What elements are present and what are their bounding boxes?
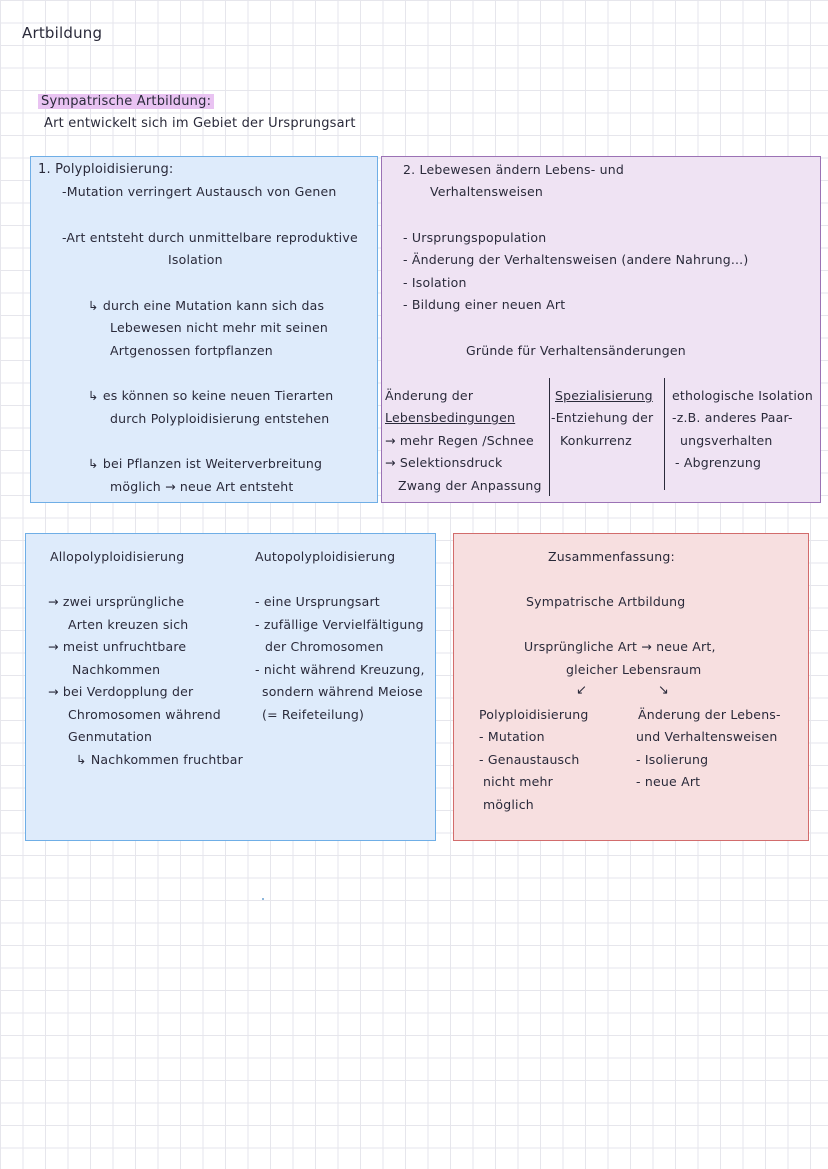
reason-col3: -z.B. anderes Paar- [672, 410, 793, 425]
stray-dot [262, 898, 264, 900]
reasons-title: Gründe für Verhaltensänderungen [466, 343, 686, 358]
heading-highlight: Sympatrische Artbildung: [38, 94, 214, 109]
summary-line: Ursprüngliche Art → neue Art, [524, 639, 716, 654]
summary-right: - Isolierung [636, 752, 709, 767]
allo-title: Allopolyploidisierung [50, 549, 185, 564]
section-subheading: Art entwickelt sich im Gebiet der Ursprungsart [44, 116, 356, 131]
reason-col3: - Abgrenzung [675, 455, 762, 470]
page-title: Artbildung [22, 24, 103, 42]
box2-list-item: - Änderung der Verhaltensweisen (andere Nahrung...) [403, 252, 749, 267]
box2-list-item: - Isolation [403, 275, 467, 290]
summary-line: gleicher Lebensraum [566, 662, 702, 677]
box2-title: Verhaltensweisen [430, 184, 543, 199]
auto-line: - eine Ursprungsart [255, 594, 380, 609]
box1-title: 1. Polyploidisierung: [38, 162, 174, 177]
auto-line: - zufällige Vervielfältigung [255, 617, 424, 632]
allo-line: ↳ Nachkommen fruchtbar [76, 752, 243, 767]
reason-col1: Lebensbedingungen [385, 410, 516, 425]
allo-line: Genmutation [68, 729, 153, 744]
summary-left: möglich [483, 797, 534, 812]
auto-line: (= Reifeteilung) [262, 707, 365, 722]
summary-right: Änderung der Lebens- [638, 707, 781, 722]
arrow-down-left-icon: ↙ [576, 683, 588, 698]
summary-left: Polyploidisierung [479, 707, 589, 722]
section-heading [38, 91, 214, 114]
reason-col1: Änderung der [385, 388, 474, 403]
column-divider [549, 378, 550, 496]
summary-title: Zusammenfassung: [548, 549, 675, 564]
summary-left: - Genaustausch [479, 752, 580, 767]
reason-col2: Konkurrenz [560, 433, 632, 448]
auto-line: - nicht während Kreuzung, [255, 662, 425, 677]
allo-line: → meist unfruchtbare [48, 639, 187, 654]
auto-line: der Chromosomen [265, 639, 384, 654]
box2-list-item: - Bildung einer neuen Art [403, 297, 566, 312]
auto-title: Autopolyploidisierung [255, 549, 396, 564]
reason-col1: Zwang der Anpassung [398, 478, 542, 493]
auto-line: sondern während Meiose [262, 684, 423, 699]
box1-line: -Mutation verringert Austausch von Genen [62, 184, 337, 199]
reason-col1: → mehr Regen /Schnee [385, 433, 534, 448]
allo-line: Arten kreuzen sich [68, 617, 189, 632]
allo-line: → zwei ursprüngliche [48, 594, 185, 609]
column-divider [664, 378, 665, 490]
box1-sub: durch Polyploidisierung entstehen [110, 411, 330, 426]
reason-col2: Spezialisierung [555, 388, 653, 403]
box1-sub: Artgenossen fortpflanzen [110, 343, 273, 358]
box2-list-item: - Ursprungspopulation [403, 230, 547, 245]
box1-sub: ↳ es können so keine neuen Tierarten [88, 388, 334, 403]
box2-title: 2. Lebewesen ändern Lebens- und [403, 162, 624, 177]
reason-col2: -Entziehung der [551, 410, 654, 425]
box1-sub: ↳ bei Pflanzen ist Weiterverbreitung [88, 456, 323, 471]
summary-right: und Verhaltensweisen [636, 729, 778, 744]
reason-col3: ethologische Isolation [672, 388, 813, 403]
summary-subtitle: Sympatrische Artbildung [526, 594, 686, 609]
reason-col3: ungsverhalten [680, 433, 773, 448]
box1-sub: möglich → neue Art entsteht [110, 479, 294, 494]
summary-left: nicht mehr [483, 774, 553, 789]
arrow-down-right-icon: ↘ [658, 683, 670, 698]
box1-sub: Lebewesen nicht mehr mit seinen [110, 320, 328, 335]
box1-line: -Art entsteht durch unmittelbare reproduktive [62, 230, 358, 245]
allo-line: → bei Verdopplung der [48, 684, 194, 699]
reason-col1: → Selektionsdruck [385, 455, 503, 470]
box1-line: Isolation [168, 252, 223, 267]
summary-left: - Mutation [479, 729, 545, 744]
summary-right: - neue Art [636, 774, 701, 789]
allo-line: Chromosomen während [68, 707, 221, 722]
allo-line: Nachkommen [72, 662, 161, 677]
box1-sub: ↳ durch eine Mutation kann sich das [88, 298, 325, 313]
